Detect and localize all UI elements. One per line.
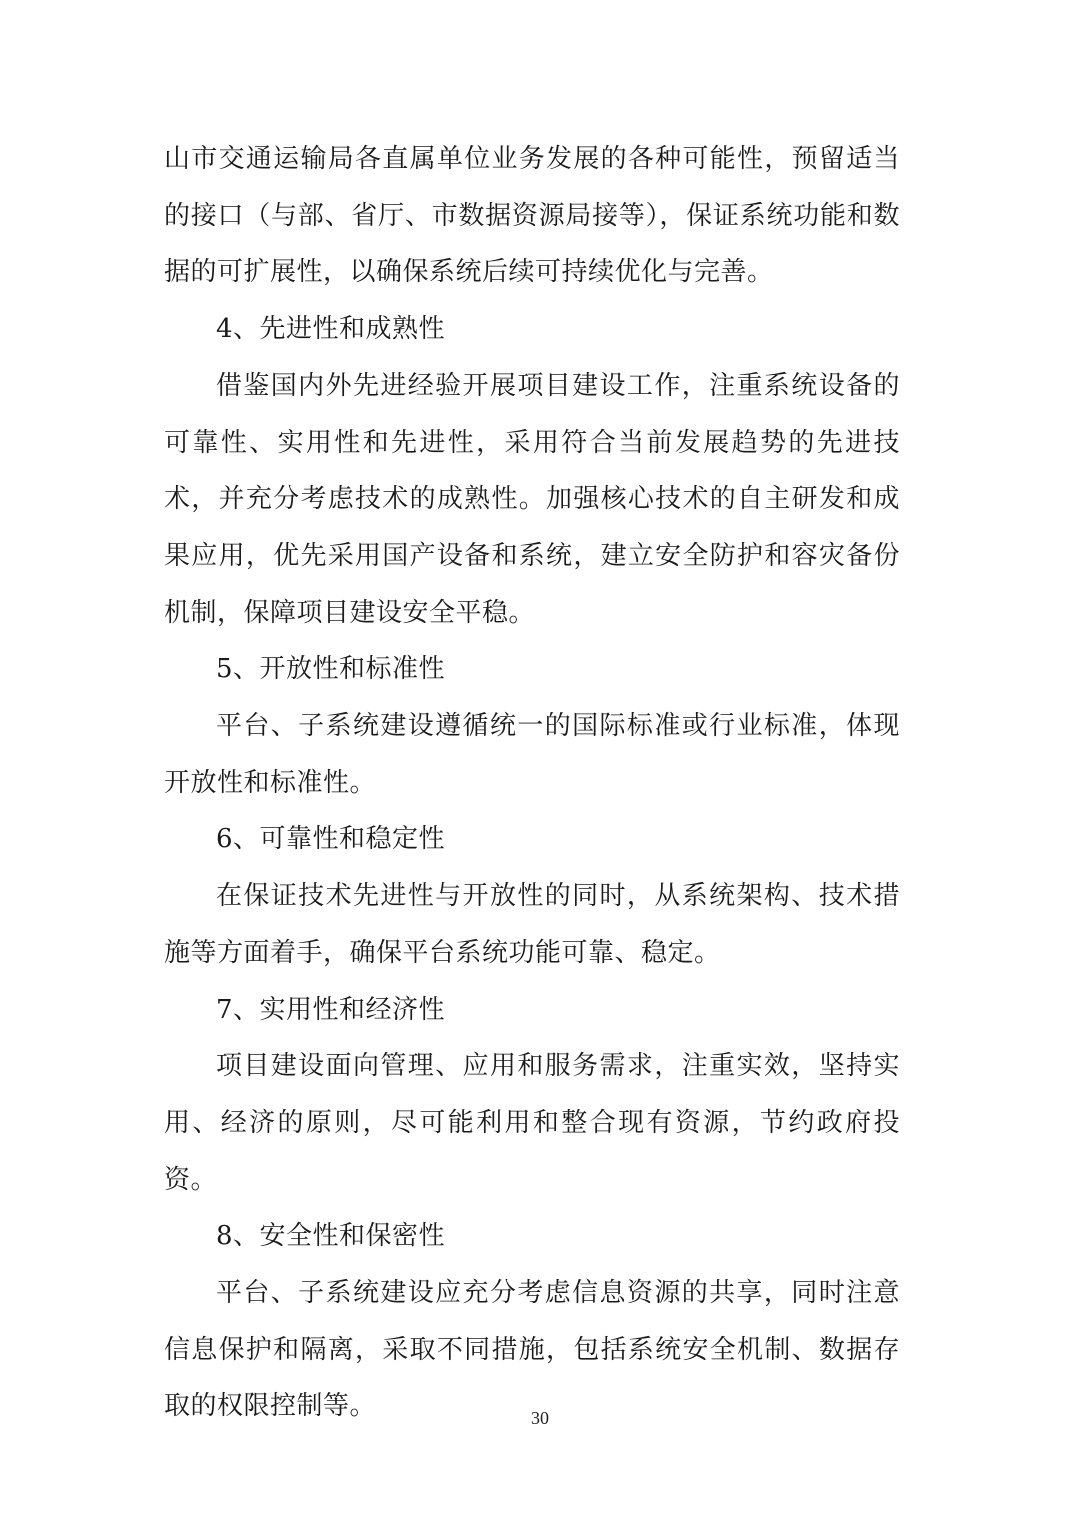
paragraph-advanced-maturity: 借鉴国内外先进经验开展项目建设工作，注重系统设备的可靠性、实用性和先进性，采用符合当前发展趋势的先进技术，并充分考虑技术的成熟性。加强核心技术的自主研发和成果应用，优先采用国产设备和系统，建立安全防护和容灾备份机制，保障项目建设安全平稳。 xyxy=(164,370,900,628)
section-heading-5: 5、开放性和标准性 xyxy=(216,654,446,685)
paragraph-practicality-economy: 项目建设面向管理、应用和服务需求，注重实效，坚持实用、经济的原则，尽可能利用和整合现有资源，节约政府投资。 xyxy=(164,1051,900,1195)
paragraph-reliability-stability: 在保证技术先进性与开放性的同时，从系统架构、技术措施等方面着手，确保平台系统功能可靠、稳定。 xyxy=(164,881,900,968)
section-heading-6: 6、可靠性和稳定性 xyxy=(216,824,446,855)
section-heading-4: 4、先进性和成熟性 xyxy=(216,314,446,345)
body-text xyxy=(164,131,900,1435)
section-heading-7: 7、实用性和经济性 xyxy=(216,994,446,1025)
page-number: 30 xyxy=(531,1408,549,1428)
section-heading-8: 8、安全性和保密性 xyxy=(216,1221,446,1252)
paragraph-openness-standards: 平台、子系统建设遵循统一的国际标准或行业标准，体现开放性和标准性。 xyxy=(164,711,900,798)
paragraph-security-confidentiality: 平台、子系统建设应充分考虑信息资源的共享，同时注意信息保护和隔离，采取不同措施，包括系统安全机制、数据存取的权限控制等。 xyxy=(164,1278,900,1422)
paragraph-continuation: 山市交通运输局各直属单位业务发展的各种可能性，预留适当的接口（与部、省厅、市数据资源局接等），保证系统功能和数据的可扩展性，以确保系统后续可持续优化与完善。 xyxy=(164,144,900,288)
